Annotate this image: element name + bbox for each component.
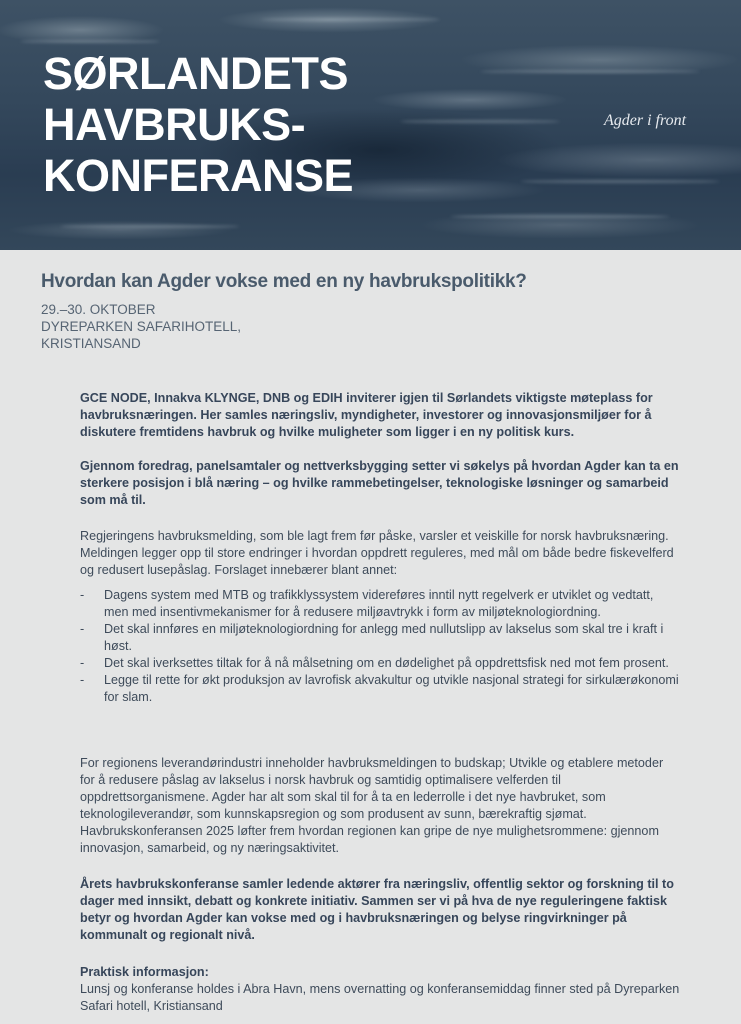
event-venue: DYREPARKEN SAFARIHOTELL, — [41, 319, 242, 334]
summary-section — [80, 876, 680, 944]
policy-list — [80, 587, 680, 706]
tagline: Agder i front — [604, 112, 687, 129]
intro-paragraph: Gjennom foredrag, panelsamtaler og nettverksbygging setter vi søkelys på hvordan Agder kan ta en sterkere posisjon i blå næring – og hvilke rammebetingelser, teknologiske løsninger og samarbeid som må til. — [80, 459, 679, 507]
wave-highlight — [450, 215, 670, 218]
industry-paragraph: For regionens leverandørindustri inneholder havbruksmeldingen to budskap; Utvikle og etablere metoder for å redusere påslag av lakselus i norsk havbruk og samtidig optimalisere velferden til oppdrettsorganismene. Agder har alt som skal til for å ta en lederrolle i det nye havbruket, som teknologileverandør, som kunnskapsregion og som produsent av sunn, bærekraftig sjømat. Havbrukskonferansen 2025 løfter frem hvordan regionen kan gripe de nye mulighetsrommene: gjennom innovasjon, samarbeid, og ny næringsaktivitet. — [80, 756, 664, 855]
title-line: KONFERANSE — [43, 150, 354, 201]
intro-section-2 — [80, 458, 680, 509]
title-line: SØRLANDETS — [43, 48, 349, 99]
event-info — [41, 301, 241, 352]
summary-paragraph: Årets havbrukskonferanse samler ledende aktører fra næringsliv, offentlig sektor og forskning til to dager med innsikt, debatt og konkrete initiativ. Sammen ser vi på hva de nye reguleringene faktisk betyr og hvordan Agder kan vokse med og i havbruksnæringen og belyse ringvirkninger på kommunalt og regionalt nivå. — [80, 877, 674, 942]
wave-highlight — [480, 70, 700, 73]
list-item — [80, 587, 680, 621]
bullet-dash: - — [80, 622, 85, 636]
bullet-dash: - — [80, 673, 85, 687]
list-item-text: Legge til rette for økt produksjon av lavrofisk akvakultur og utvikle nasjonal strategi for sirkulærøkonomi for slam. — [104, 673, 679, 704]
practical-section — [80, 964, 680, 1015]
bullet-dash: - — [80, 588, 85, 602]
hero-banner — [0, 0, 741, 250]
conference-title — [43, 48, 353, 201]
list-item-text: Det skal iverksettes tiltak for å nå målsetning om en dødelighet på oppdrettsfisk ned mot fem prosent. — [104, 656, 669, 670]
practical-text: Lunsj og konferanse holdes i Abra Havn, mens overnatting og konferansemiddag finner sted på Dyreparken Safari hotell, Kristiansand — [80, 982, 680, 1013]
wave-highlight — [260, 18, 440, 21]
event-city: KRISTIANSAND — [41, 336, 141, 351]
intro-paragraph: GCE NODE, Innakva KLYNGE, DNB og EDIH inviterer igjen til Sørlandets viktigste møteplass for havbruksnæringen. Her samles næringsliv, myndigheter, investorer og innovasjonsmiljøer for å diskutere fremtidens havbruk og hvilke muligheter som ligger i en ny politisk kurs. — [80, 391, 653, 439]
list-item — [80, 621, 680, 655]
industry-section — [80, 755, 680, 857]
list-item — [80, 655, 680, 672]
event-date: 29.–30. OKTOBER — [41, 302, 156, 317]
title-line: HAVBRUKS- — [43, 99, 306, 150]
list-item — [80, 672, 680, 706]
wave-highlight — [520, 180, 720, 183]
practical-heading: Praktisk informasjon: — [80, 965, 209, 979]
list-item-text: Dagens system med MTB og trafikklyssystem videreføres inntil nytt regelverk er utviklet og vedtatt, men med insentivmekanismer for å redusere miljøavtrykk i form av miljøteknologiordning. — [104, 588, 654, 619]
policy-paragraph: Regjeringens havbruksmelding, som ble lagt frem før påske, varsler et veiskille for norsk havbruksnæring. Meldingen legger opp til store endringer i hvordan oppdrett reguleres, med mål om både bedre fiskevelferd og redusert lusepåslag. Forslaget innebærer blant annet: — [80, 529, 674, 577]
wave-highlight — [20, 40, 160, 43]
subtitle: Hvordan kan Agder vokse med en ny havbrukspolitikk? — [41, 271, 527, 292]
policy-section — [80, 528, 680, 706]
intro-section — [80, 390, 680, 441]
bullet-dash: - — [80, 656, 85, 670]
wave-highlight — [400, 120, 560, 123]
wave-highlight — [60, 225, 240, 228]
list-item-text: Det skal innføres en miljøteknologiordning for anlegg med nullutslipp av lakselus som skal tre i kraft i høst. — [104, 622, 664, 653]
